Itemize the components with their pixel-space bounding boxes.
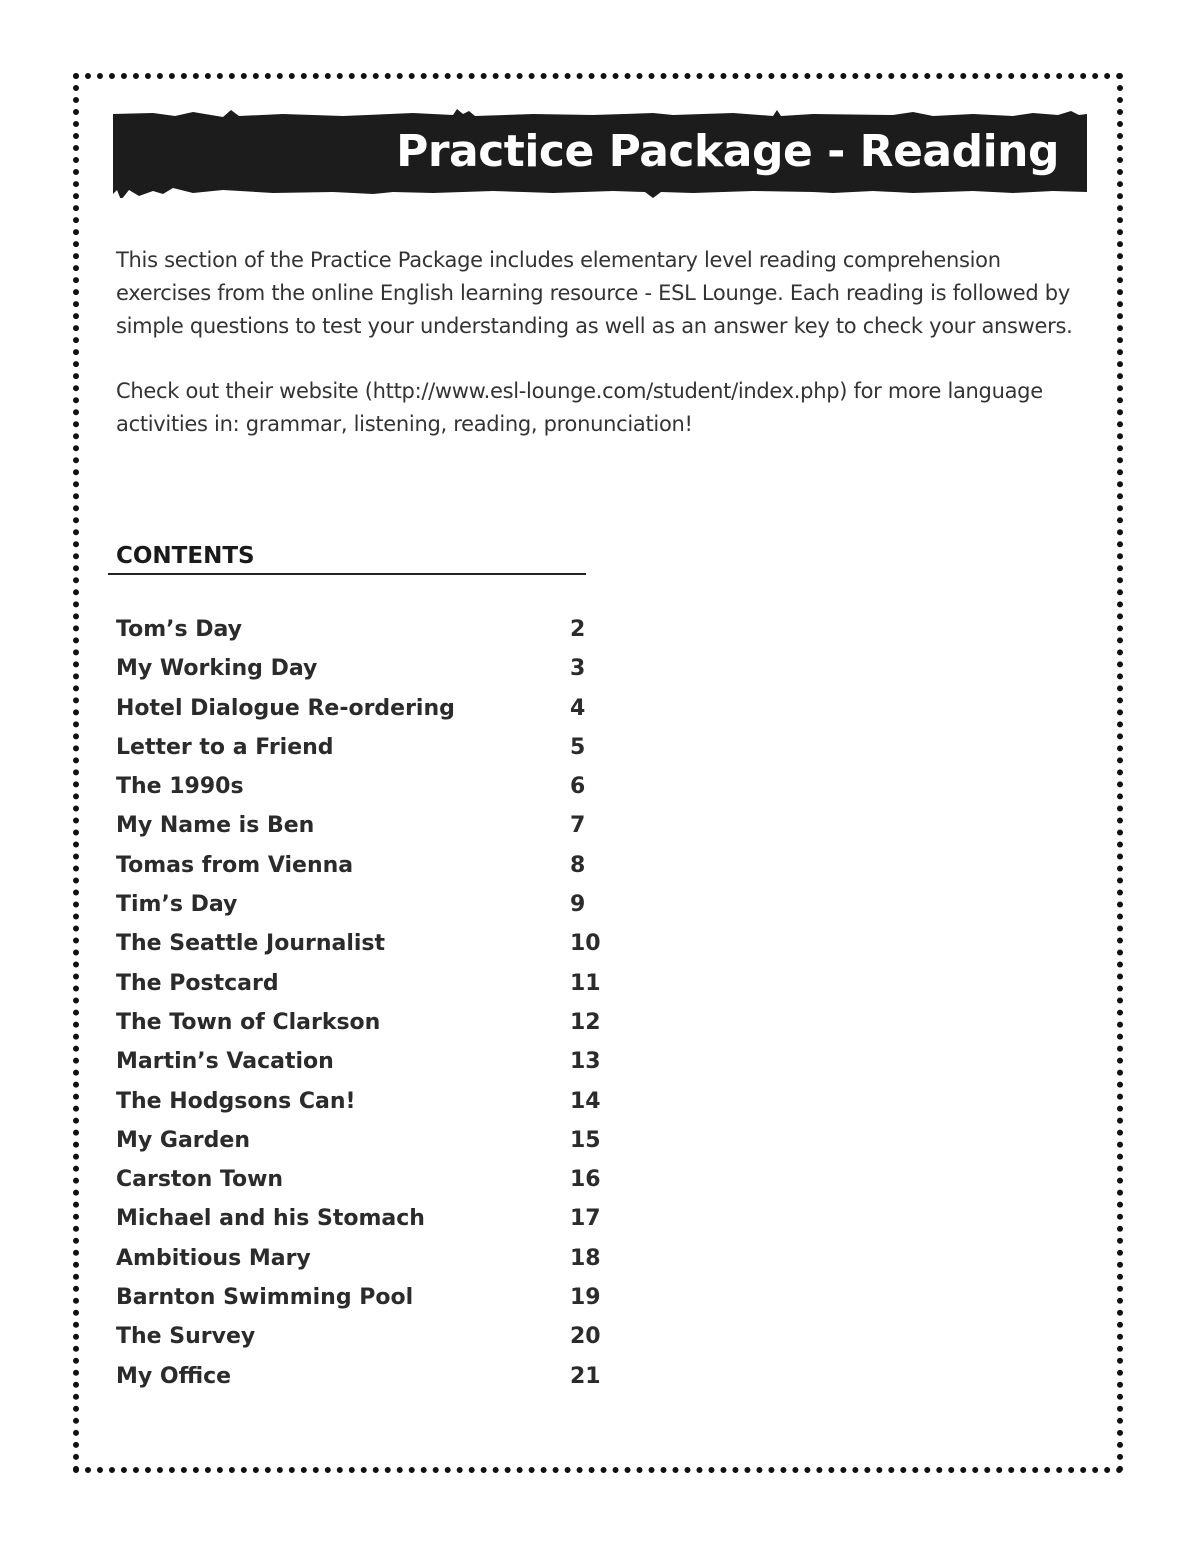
contents-heading: CONTENTS [116, 543, 255, 569]
intro-section [116, 244, 1076, 473]
toc-entry-page-number: 9 [570, 892, 586, 918]
toc-entry [116, 964, 636, 1003]
toc-entry-title: The 1990s [116, 774, 244, 800]
toc-entry [116, 846, 636, 885]
toc-entry-page-number: 4 [570, 695, 586, 721]
toc-entry-title: The Hodgsons Can! [116, 1088, 356, 1114]
toc-entry-title: My Office [116, 1363, 232, 1389]
toc-entry [116, 728, 636, 767]
toc-entry-page-number: 13 [570, 1049, 601, 1075]
contents-divider [108, 573, 586, 575]
toc-entry [116, 1160, 636, 1199]
toc-entry-page-number: 12 [570, 1009, 601, 1035]
toc-entry-title: Carston Town [116, 1167, 284, 1193]
toc-entry [116, 649, 636, 688]
toc-entry-page-number: 20 [570, 1324, 601, 1350]
toc-entry-title: Letter to a Friend [116, 734, 334, 760]
toc-entry [116, 1003, 636, 1042]
intro-paragraph: This section of the Practice Package includes elementary level reading comprehension exercises from the online English learning resource - ESL Lounge. Each reading is followed by simple questions to test your understanding as well as an answer key to check your answers. [116, 248, 1073, 338]
toc-entry [116, 689, 636, 728]
title-banner [113, 108, 1087, 198]
toc-entry [116, 610, 636, 649]
toc-entry-page-number: 14 [570, 1088, 601, 1114]
toc-entry-page-number: 8 [570, 852, 586, 878]
toc-entry-title: Tim’s Day [116, 892, 238, 918]
toc-entry-title: The Seattle Journalist [116, 931, 386, 957]
toc-entry-title: Martin’s Vacation [116, 1049, 334, 1075]
website-paragraph: Check out their website (http://www.esl-lounge.com/student/index.php) for more language activities in: grammar, listening, reading, pronunciation! [116, 379, 1043, 436]
toc-entry [116, 1199, 636, 1238]
toc-entry-title: My Name is Ben [116, 813, 315, 839]
toc-entry [116, 1239, 636, 1278]
toc-entry-title: Michael and his Stomach [116, 1206, 425, 1232]
toc-entry [116, 1278, 636, 1317]
toc-entry-title: Tom’s Day [116, 617, 243, 642]
toc-entry-page-number: 16 [570, 1167, 601, 1193]
toc-entry [116, 885, 636, 924]
toc-entry-page-number: 11 [570, 970, 601, 996]
toc-entry-title: Tomas from Vienna [116, 852, 354, 878]
toc-entry-page-number: 17 [570, 1206, 601, 1232]
toc-entry [116, 806, 636, 845]
toc-entry-page-number: 2 [570, 617, 586, 642]
toc-entry-page-number: 6 [570, 774, 586, 800]
toc-entry-page-number: 18 [570, 1245, 601, 1271]
toc-entry [116, 1082, 636, 1121]
toc-entry-title: The Postcard [116, 970, 279, 996]
toc-entry-title: The Town of Clarkson [116, 1009, 381, 1035]
toc-entry-page-number: 5 [570, 734, 586, 760]
toc-entry [116, 1357, 636, 1396]
toc-entry-page-number: 10 [570, 931, 601, 957]
toc-entry-title: Hotel Dialogue Re-ordering [116, 695, 455, 721]
toc-entry-title: My Garden [116, 1127, 250, 1153]
toc-entry-title: Barnton Swimming Pool [116, 1285, 414, 1311]
toc-entry [116, 1121, 636, 1160]
toc-entry-title: The Survey [116, 1324, 256, 1350]
toc-entry-title: My Working Day [116, 656, 318, 682]
toc-entry-page-number: 3 [570, 656, 586, 682]
toc-entry [116, 924, 636, 963]
toc-entry-title: Ambitious Mary [116, 1245, 311, 1271]
table-of-contents [116, 610, 636, 1396]
toc-entry [116, 1042, 636, 1081]
toc-entry-page-number: 19 [570, 1285, 601, 1311]
toc-entry [116, 767, 636, 806]
toc-entry-page-number: 21 [570, 1363, 601, 1389]
page-title: Practice Package - Reading [396, 126, 1059, 177]
toc-entry-page-number: 7 [570, 813, 586, 839]
toc-entry [116, 1317, 636, 1356]
toc-entry-page-number: 15 [570, 1127, 601, 1153]
